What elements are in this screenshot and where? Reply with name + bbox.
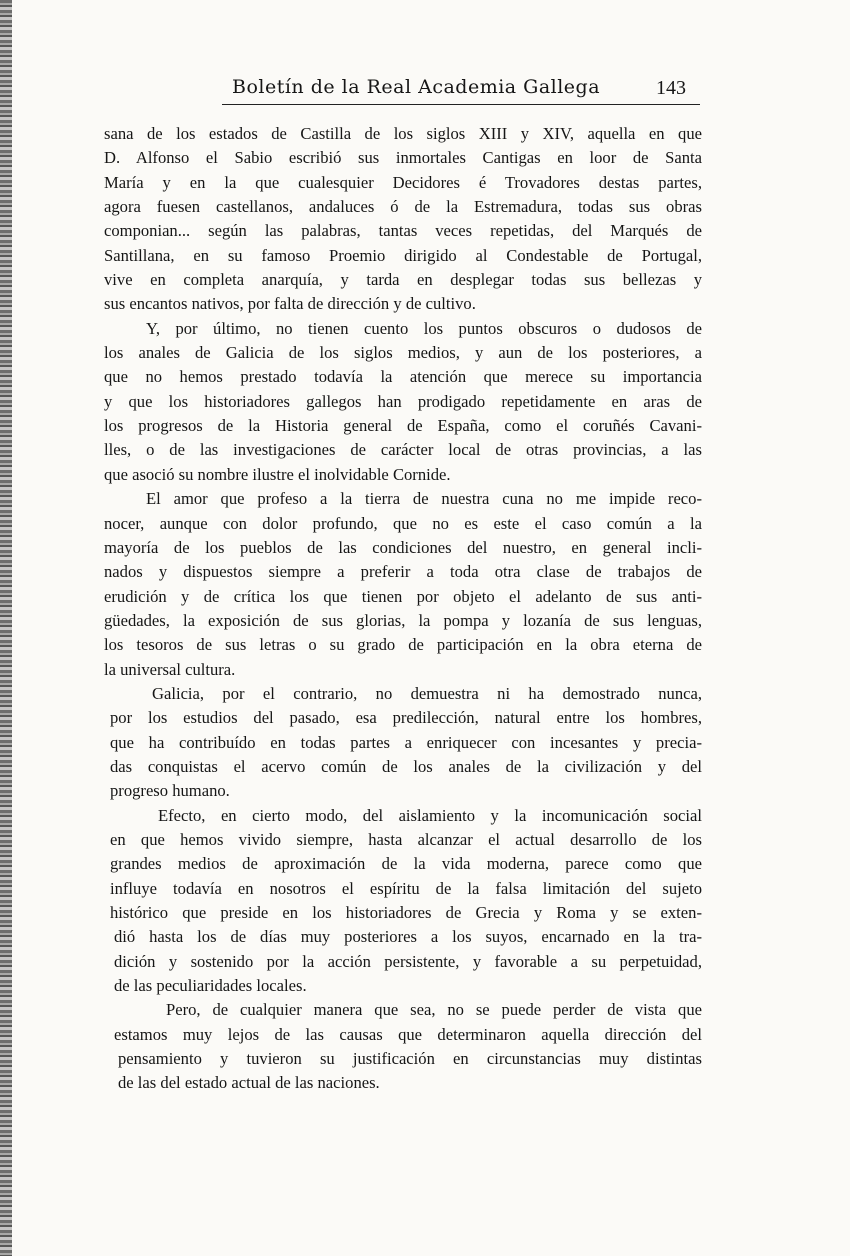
page-number: 143 xyxy=(656,77,686,99)
text-line: la universal cultura. xyxy=(104,659,236,679)
text-line: María y en la que cualesquier Decidores é Trovadores destas partes, xyxy=(104,172,702,192)
text-line: grandes medios de aproximación de la vida moderna, parece como que xyxy=(110,854,702,874)
paragraph-start-line: Pero, de cualquier manera que sea, no se puede perder de vista que xyxy=(166,1000,702,1020)
text-line: de las peculiaridades locales. xyxy=(114,976,307,996)
text-line: de las del estado actual de las naciones. xyxy=(118,1073,380,1093)
text-line: histórico que preside en los historiadores de Grecia y Roma y se exten- xyxy=(110,903,702,922)
running-header xyxy=(222,76,700,106)
text-line: das conquistas el acervo común de los anales de la civilización y del xyxy=(110,756,702,776)
text-line: estamos muy lejos de las causas que determinaron aquella dirección del xyxy=(114,1024,702,1044)
text-line: por los estudios del pasado, esa predilección, natural entre los hombres, xyxy=(110,708,702,728)
paragraph-start-line: El amor que profeso a la tierra de nuestra cuna no me impide reco- xyxy=(146,489,702,509)
text-line: sana de los estados de Castilla de los siglos XIII y XIV, aquella en que xyxy=(104,124,702,143)
text-line: dición y sostenido por la acción persistente, y favorable a su perpetuidad, xyxy=(114,951,702,971)
text-line: que ha contribuído en todas partes a enriquecer con incesantes y precia- xyxy=(110,732,702,752)
text-line: Santillana, en su famoso Proemio dirigido al Condestable de Portugal, xyxy=(104,245,702,265)
text-line: güedades, la exposición de sus glorias, la pompa y lozanía de sus lenguas, xyxy=(104,610,702,630)
text-line: vive en completa anarquía, y tarda en desplegar todas sus bellezas y xyxy=(104,270,702,290)
text-line: pensamiento y tuvieron su justificación en circunstancias muy distintas xyxy=(118,1049,702,1069)
text-line: nados y dispuestos siempre a preferir a toda otra clase de trabajos de xyxy=(104,562,702,582)
text-line: los progresos de la Historia general de España, como el coruñés Cavani- xyxy=(104,416,702,436)
text-line: mayoría de los pueblos de las condiciones del nuestro, en general incli- xyxy=(104,537,702,557)
text-line: dió hasta los de días muy posteriores a los suyos, encarnado en la tra- xyxy=(114,927,702,947)
header-rule xyxy=(222,104,700,105)
page-binding-edge xyxy=(0,0,12,1256)
paragraph-start-line: Efecto, en cierto modo, del aislamiento y la incomunicación social xyxy=(158,805,702,825)
text-line: los anales de Galicia de los siglos medios, y aun de los posteriores, a xyxy=(104,343,702,363)
text-line: influye todavía en nosotros el espíritu de la falsa limitación del sujeto xyxy=(110,878,702,898)
text-line: y que los historiadores gallegos han prodigado repetidamente en aras de xyxy=(104,391,702,411)
text-line: en que hemos vivido siempre, hasta alcanzar el actual desarrollo de los xyxy=(110,829,702,849)
text-line: lles, o de las investigaciones de carácter local de otras provincias, a las xyxy=(104,440,702,460)
body-text xyxy=(104,122,702,1096)
text-line: erudición y de crítica los que tienen por objeto el adelanto de sus anti- xyxy=(104,586,702,606)
text-line: nocer, aunque con dolor profundo, que no es este el caso común a la xyxy=(104,513,702,533)
text-line: agora fuesen castellanos, andaluces ó de la Estremadura, todas sus obras xyxy=(104,197,702,217)
text-line: sus encantos nativos, por falta de dirección y de cultivo. xyxy=(104,294,476,314)
text-line: que asoció su nombre ilustre el inolvidable Cornide. xyxy=(104,464,451,484)
journal-title: Boletín de la Real Academia Gallega xyxy=(232,76,601,98)
text-line: D. Alfonso el Sabio escribió sus inmortales Cantigas en loor de Santa xyxy=(104,148,702,168)
text-line: que no hemos prestado todavía la atención que merece su importancia xyxy=(104,367,702,387)
paragraph-start-line: Galicia, por el contrario, no demuestra ni ha demostrado nunca, xyxy=(152,683,702,703)
text-line: componian... según las palabras, tantas veces repetidas, del Marqués de xyxy=(104,221,702,241)
text-line: progreso humano. xyxy=(110,781,230,801)
text-line: los tesoros de sus letras o su grado de participación en la obra eterna de xyxy=(104,635,702,655)
paragraph-start-line: Y, por último, no tienen cuento los puntos obscuros o dudosos de xyxy=(146,318,702,338)
